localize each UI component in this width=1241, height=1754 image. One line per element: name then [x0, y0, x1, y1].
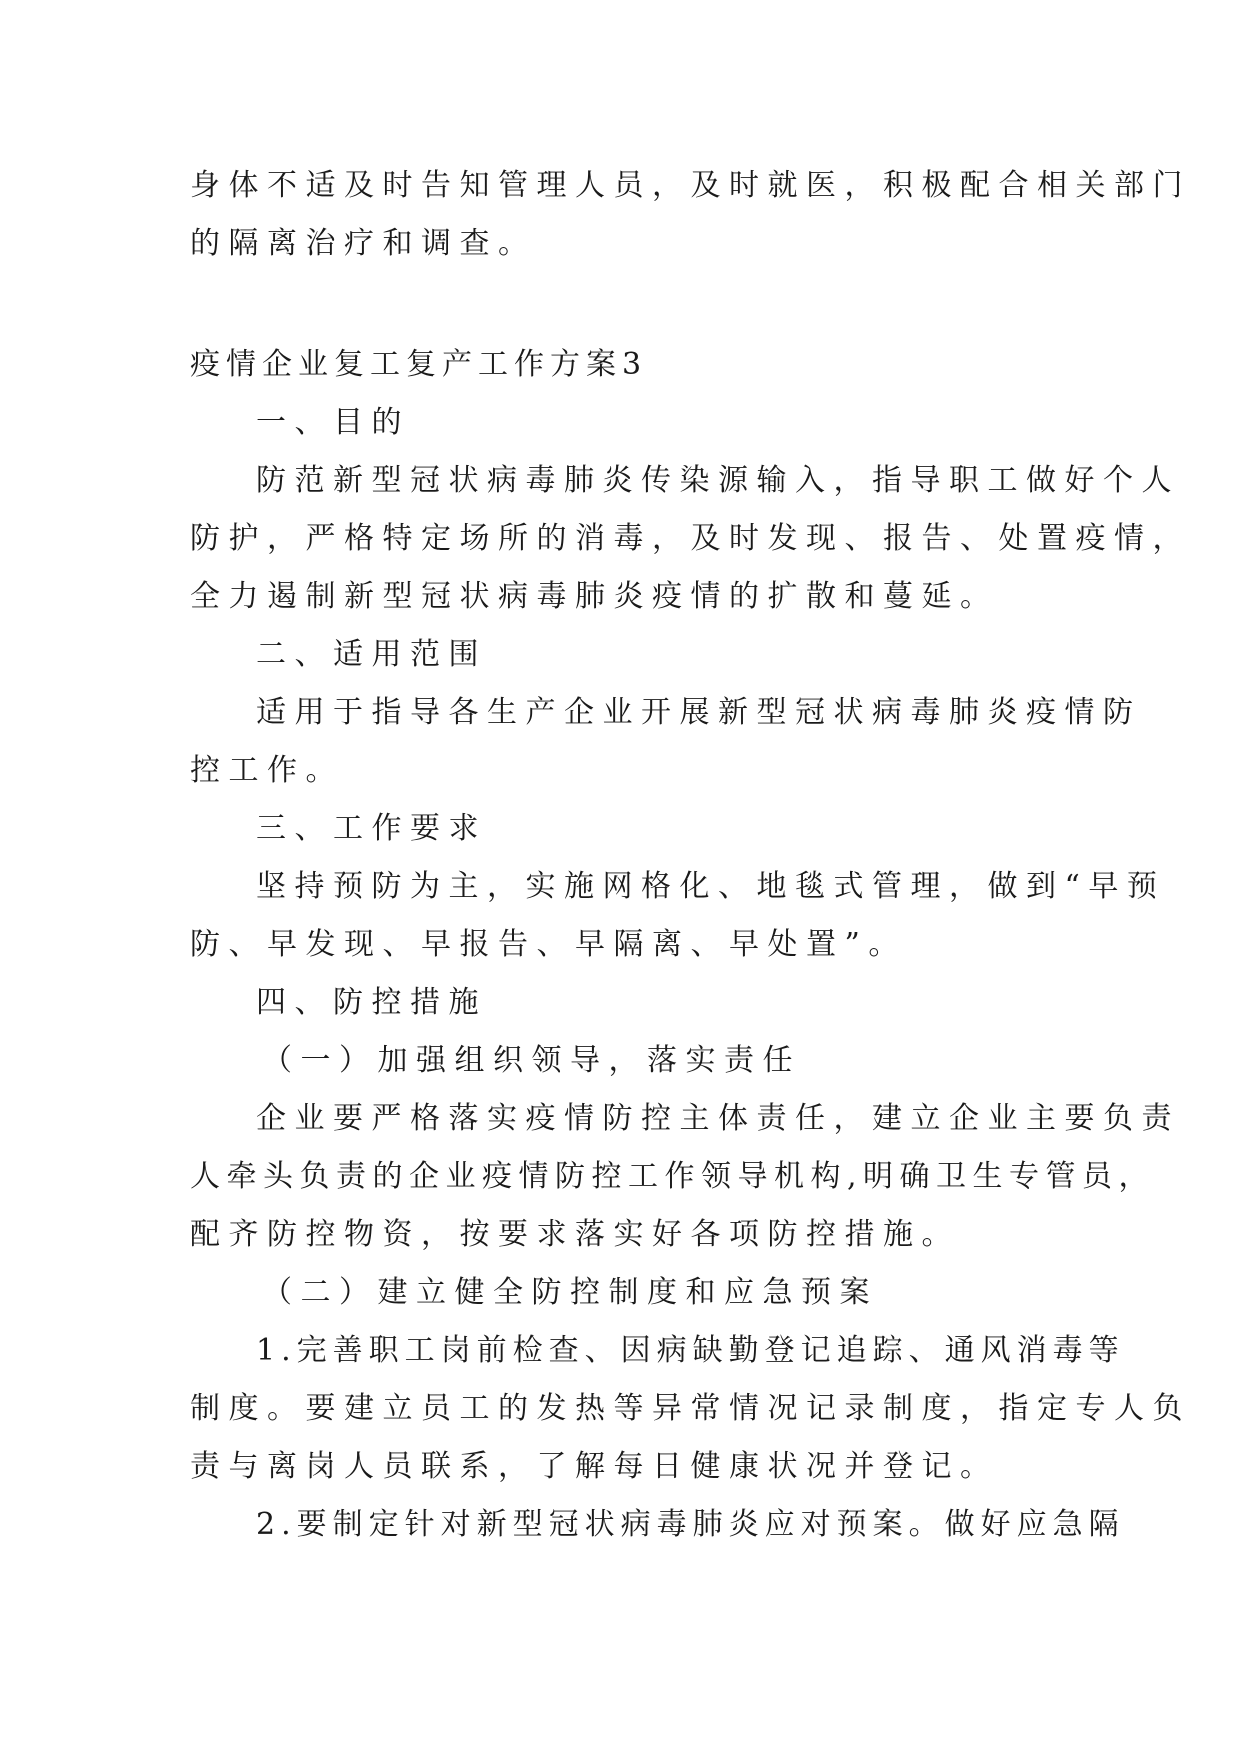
heading-2: 二、适用范围 — [256, 637, 487, 672]
paragraph-line: 企业要严格落实疫情防控主体责任，建立企业主要负责 — [256, 1101, 1180, 1136]
subheading-1: （一）加强组织领导，落实责任 — [262, 1043, 801, 1078]
paragraph-line: 防范新型冠状病毒肺炎传染源输入，指导职工做好个人 — [256, 463, 1180, 498]
paragraph-line: 适用于指导各生产企业开展新型冠状病毒肺炎疫情防 — [256, 695, 1142, 730]
paragraph-line: 防、早发现、早报告、早隔离、早处置”。 — [190, 927, 907, 962]
paragraph-line: 的隔离治疗和调查。 — [190, 226, 537, 261]
paragraph-line: 控工作。 — [190, 753, 344, 788]
paragraph-line: 责与离岗人员联系，了解每日健康状况并登记。 — [190, 1449, 999, 1484]
heading-1: 一、目的 — [256, 405, 410, 440]
paragraph-line: 坚持预防为主，实施网格化、地毯式管理，做到“早预 — [256, 869, 1166, 904]
heading-3: 三、工作要求 — [256, 811, 487, 846]
paragraph-line: 身体不适及时告知管理人员，及时就医，积极配合相关部门 — [190, 168, 1191, 203]
heading-4: 四、防控措施 — [256, 985, 487, 1020]
paragraph-line: 全力遏制新型冠状病毒肺炎疫情的扩散和蔓延。 — [190, 579, 999, 614]
paragraph-line: 制度。要建立员工的发热等异常情况记录制度，指定专人负 — [190, 1391, 1191, 1426]
paragraph-line: 1.完善职工岗前检查、因病缺勤登记追踪、通风消毒等 — [256, 1333, 1125, 1368]
subheading-2: （二）建立健全防控制度和应急预案 — [262, 1275, 878, 1310]
paragraph-line: 人牵头负责的企业疫情防控工作领导机构,明确卫生专管员， — [190, 1159, 1156, 1194]
paragraph-line: 配齐防控物资，按要求落实好各项防控措施。 — [190, 1217, 960, 1252]
section-title: 疫情企业复工复产工作方案3 — [190, 347, 648, 382]
paragraph-line: 防护，严格特定场所的消毒，及时发现、报告、处置疫情， — [190, 521, 1191, 556]
paragraph-line: 2.要制定针对新型冠状病毒肺炎应对预案。做好应急隔 — [256, 1507, 1125, 1542]
